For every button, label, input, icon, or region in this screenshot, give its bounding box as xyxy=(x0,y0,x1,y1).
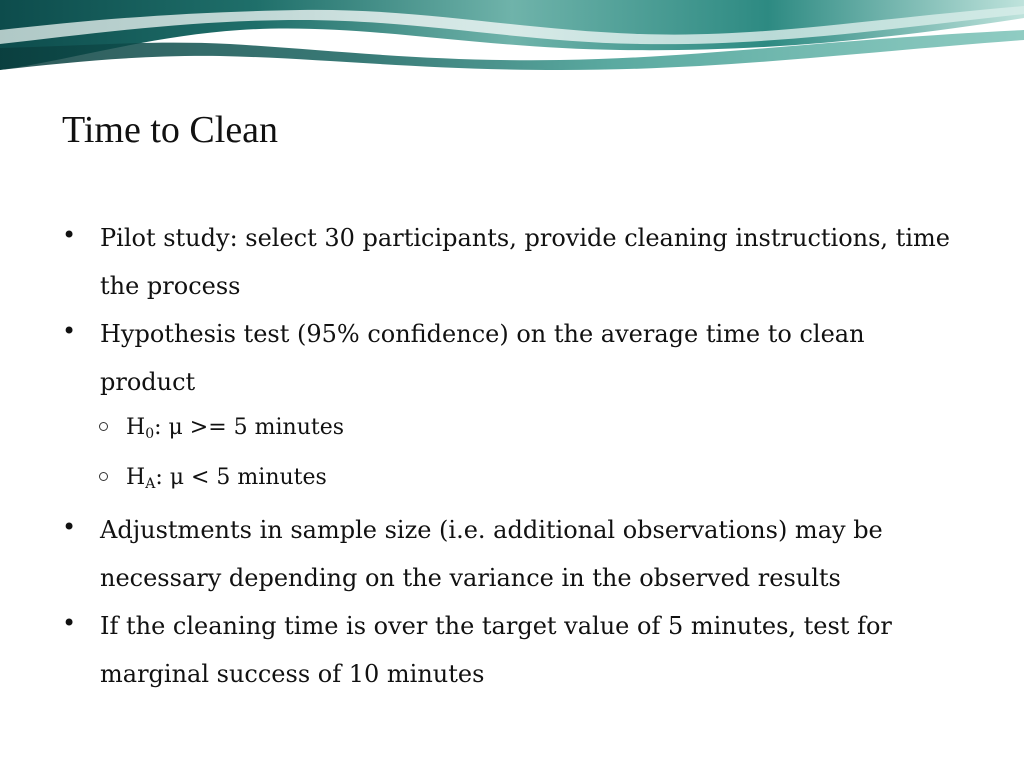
sub-bullet-alternative-hypothesis xyxy=(62,456,962,506)
sub-bullet-null-hypothesis xyxy=(62,406,962,456)
bullet-item-pilot-study xyxy=(62,214,962,310)
hypothesis-text: : μ >= 5 minutes xyxy=(154,415,345,440)
bullet-dot-icon: • xyxy=(62,317,77,345)
bullet-item-sample-size xyxy=(62,506,962,602)
hypothesis-symbol: H xyxy=(126,465,146,490)
bullet-text: If the cleaning time is over the target value of 5 minutes, test for marginal success of 10 minutes xyxy=(100,612,892,688)
bullet-item-marginal-success xyxy=(62,602,962,698)
hollow-circle-icon xyxy=(99,422,108,431)
bullet-text: Hypothesis test (95% confidence) on the average time to clean product xyxy=(100,320,865,396)
bullet-text: Adjustments in sample size (i.e. additional observations) may be necessary depending on the variance in the observed results xyxy=(100,516,883,592)
hypothesis-text: : μ < 5 minutes xyxy=(155,465,327,490)
bullet-list xyxy=(62,214,962,698)
bullet-dot-icon: • xyxy=(62,609,77,637)
slide-title: Time to Clean xyxy=(62,109,279,151)
bullet-dot-icon: • xyxy=(62,221,77,249)
hypothesis-subscript: A xyxy=(145,476,156,492)
hypothesis-symbol: H xyxy=(126,415,146,440)
bullet-item-hypothesis-test xyxy=(62,310,962,406)
hollow-circle-icon xyxy=(99,472,108,481)
bullet-text: Pilot study: select 30 participants, provide cleaning instructions, time the process xyxy=(100,224,950,300)
hypothesis-subscript: 0 xyxy=(145,426,155,442)
header-banner xyxy=(0,0,1024,80)
bullet-dot-icon: • xyxy=(62,513,77,541)
wave-decoration xyxy=(0,0,1024,80)
